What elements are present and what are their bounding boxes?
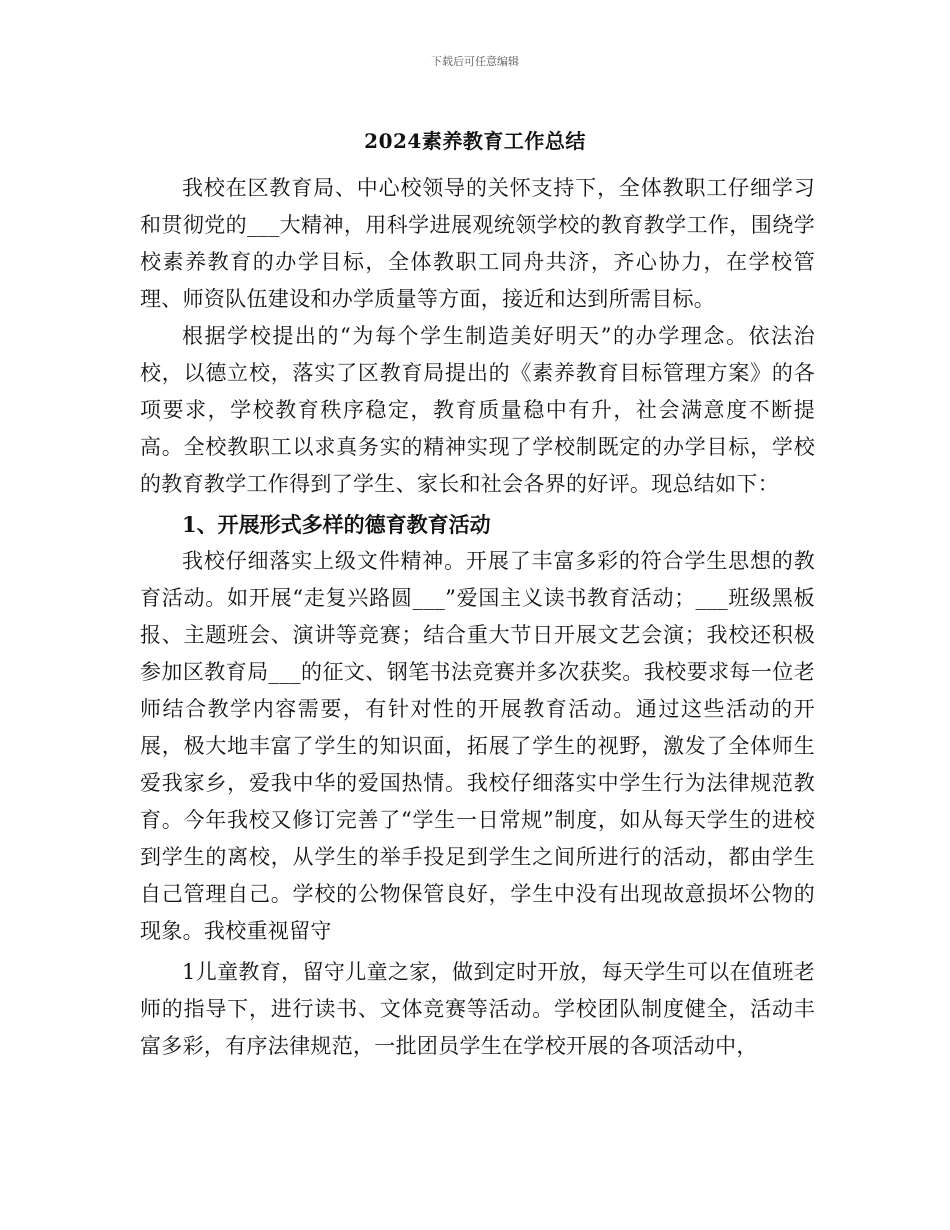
page-header-note: 下载后可任意编辑 — [431, 55, 519, 68]
document-body — [140, 170, 815, 1065]
document-title: 2024素养教育工作总结 — [364, 129, 586, 153]
section-heading-moral-education: 1、开展形式多样的德育教育活动 — [182, 512, 491, 537]
left-behind-children-paragraph: 1儿童教育，留守儿童之家，做到定时开放，每天学生可以在值班老师的指导下，进行读书、文体竞赛等活动。学校团队制度健全，活动丰富多彩，有序法律规范，一批团员学生在学校开展的各项活动中， — [140, 960, 815, 1058]
intro-paragraph: 我校在区教育局、中心校领导的关怀支持下，全体教职工仔细学习和贯彻党的___大精神，用科学进展观统领学校的教育教学工作，围绕学校素养教育的办学目标，全体教职工同舟共济，齐心协力，在学校管理、师资队伍建设和办学质量等方面，接近和达到所需目标。 — [140, 176, 815, 311]
moral-education-paragraph: 我校仔细落实上级文件精神。开展了丰富多彩的符合学生思想的教育活动。如开展“走复兴路圆___”爱国主义读书教育活动；___班级黑板报、主题班会、演讲等竞赛；结合重大节日开展文艺会演；我校还积极参加区教育局___的征文、钢笔书法竞赛并多次获奖。我校要求每一位老师结合教学内容需要，有针对性的开展教育活动。通过这些活动的开展，极大地丰富了学生的知识面，拓展了学生的视野，激发了全体师生爱我家乡，爱我中华的爱国热情。我校仔细落实中学生行为法律规范教育。今年我校又修订完善了“学生一日常规”制度，如从每天学生的进校到学生的离校，从学生的举手投足到学生之间所进行的活动，都由学生自己管理自己。学校的公物保管良好，学生中没有出现故意损坏公物的现象。我校重视留守 — [140, 549, 815, 943]
principles-paragraph: 根据学校提出的“为每个学生制造美好明天”的办学理念。依法治校，以德立校，落实了区教育局提出的《素养教育目标管理方案》的各项要求，学校教育秩序稳定，教育质量稳中有升，社会满意度不断提高。全校教职工以求真务实的精神实现了学校制既定的办学目标，学校的教育教学工作得到了学生、家长和社会各界的好评。现总结如下： — [140, 324, 815, 496]
